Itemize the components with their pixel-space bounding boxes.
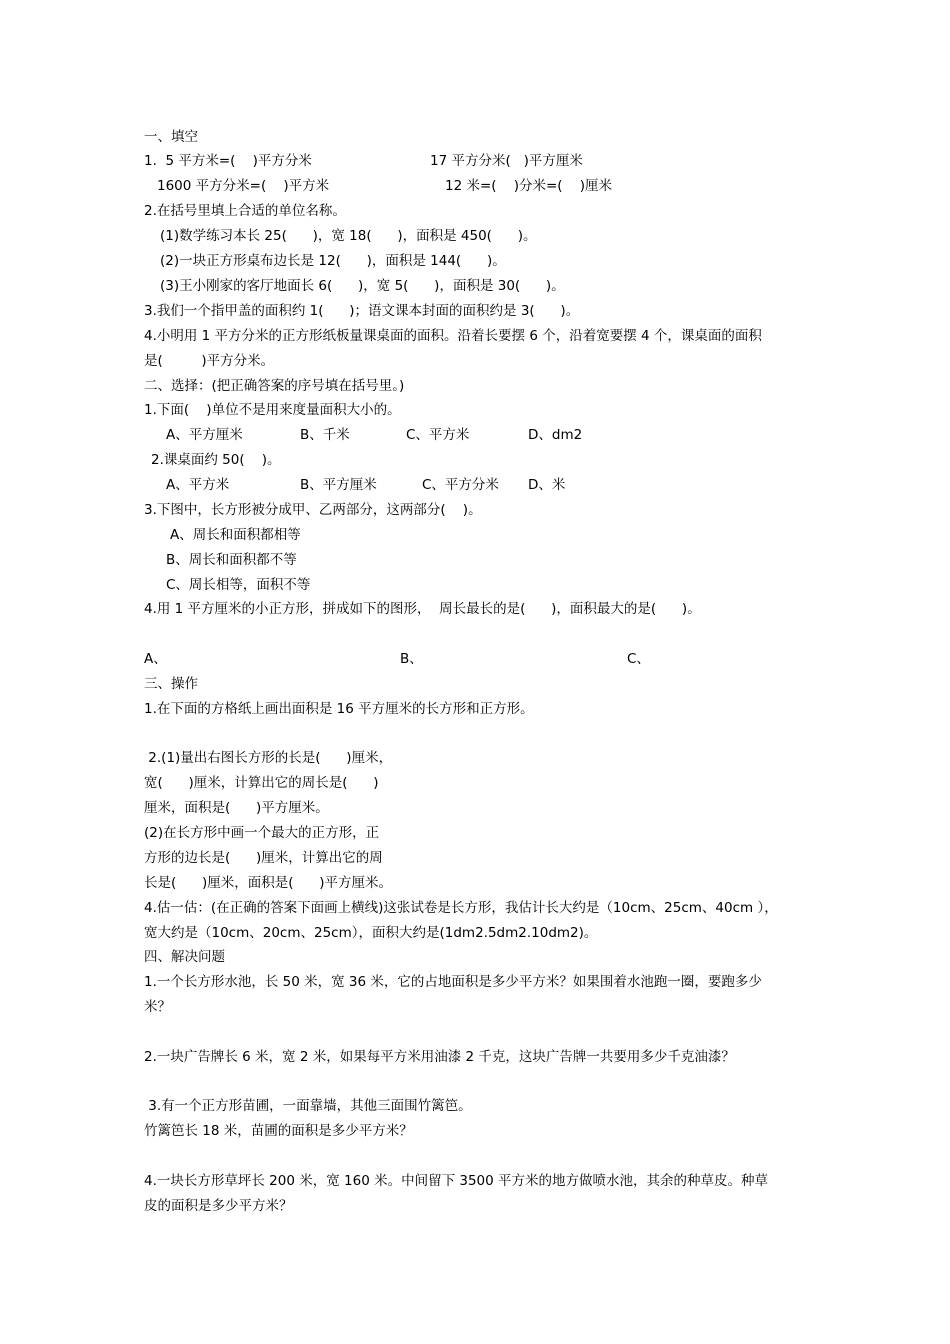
section-3-heading: 三、操作 bbox=[144, 676, 198, 692]
s3-q4-b: 宽大约是（10cm、20cm、25cm），面积大约是(1dm2.5dm2.10dm2)。 bbox=[144, 925, 598, 941]
s2-q3-opt-b: B、周长和面积都不等 bbox=[166, 552, 297, 568]
section-1-heading: 一、填空 bbox=[144, 129, 198, 145]
s1-q2-2: (2)一块正方形桌布边长是 12( )，面积是 144( )。 bbox=[160, 253, 506, 269]
s2-q3-opt-c: C、周长相等，面积不等 bbox=[166, 577, 311, 593]
s2-q2-opt-c: C、平方分米 bbox=[422, 477, 499, 493]
s2-q3-opt-a: A、周长和面积都相等 bbox=[170, 527, 301, 543]
s1-q2-3: (3)王小刚家的客厅地面长 6( )，宽 5( )，面积是 30( )。 bbox=[160, 278, 565, 294]
s1-q4-a: 4.小明用 1 平方分米的正方形纸板量课桌面的面积。沿着长要摆 6 个，沿着宽要摆 4 个，课桌面的面积 bbox=[144, 328, 762, 344]
s4-q4-b: 皮的面积是多少平方米？ bbox=[144, 1198, 293, 1214]
s1-q1-b: 17 平方分米( )平方厘米 bbox=[430, 153, 583, 169]
s1-q2: 2.在括号里填上合适的单位名称。 bbox=[144, 203, 346, 219]
s2-q2-opt-a: A、平方米 bbox=[166, 477, 230, 493]
s2-q4-opt-b: B、 bbox=[400, 651, 423, 667]
s4-q4-a: 4.一块长方形草坪长 200 米，宽 160 米。中间留下 3500 平方米的地方做喷水池，其余的种草皮。种草 bbox=[144, 1173, 769, 1189]
s3-q4-a: 4.估一估：(在正确的答案下面画上横线)这张试卷是长方形，我估计长大约是（10cm、25cm、40cm ）， bbox=[144, 900, 778, 916]
s4-q2: 2.一块广告牌长 6 米，宽 2 米，如果每平方米用油漆 2 千克，这块广告牌一共要用多少千克油漆？ bbox=[144, 1049, 735, 1065]
s2-q4: 4.用 1 平方厘米的小正方形，拼成如下的图形， 周长最长的是( )，面积最大的是( )。 bbox=[144, 601, 701, 617]
s1-q4-b: 是( )平方分米。 bbox=[144, 353, 275, 369]
s1-q2-1: (1)数学练习本长 25( )，宽 18( )，面积是 450( )。 bbox=[160, 228, 537, 244]
s2-q2-opt-d: D、米 bbox=[528, 477, 566, 493]
s3-q2-line-1: 2.(1)量出右图长方形的长是( )厘米， bbox=[144, 750, 393, 766]
section-2-heading: 二、选择：(把正确答案的序号填在括号里。) bbox=[144, 378, 405, 394]
s2-q2: 2.课桌面约 50( )。 bbox=[151, 452, 281, 468]
s3-q2-line-5: 方形的边长是( )厘米，计算出它的周 bbox=[144, 850, 383, 866]
s4-q1-b: 米？ bbox=[144, 999, 171, 1015]
s3-q2-line-2: 宽( )厘米，计算出它的周长是( ) bbox=[144, 775, 379, 791]
s3-q2-line-3: 厘米，面积是( )平方厘米。 bbox=[144, 800, 329, 816]
s3-q2-line-6: 长是( )厘米，面积是( )平方厘米。 bbox=[144, 875, 393, 891]
s2-q1-opt-a: A、平方厘米 bbox=[166, 427, 243, 443]
s1-q3: 3.我们一个指甲盖的面积约 1( )；语文课本封面的面积约是 3( )。 bbox=[144, 303, 580, 319]
s1-q1-a: 1. 5 平方米=( )平方分米 bbox=[144, 153, 312, 169]
s2-q1-opt-c: C、平方米 bbox=[406, 427, 470, 443]
s2-q4-opt-a: A、 bbox=[144, 651, 167, 667]
s4-q1-a: 1.一个长方形水池，长 50 米，宽 36 米，它的占地面积是多少平方米？如果围着水池跑一圈，要跑多少 bbox=[144, 974, 762, 990]
s3-q2-line-4: (2)在长方形中画一个最大的正方形，正 bbox=[144, 825, 380, 841]
s1-q1-c: 1600 平方分米=( )平方米 bbox=[157, 178, 330, 194]
s2-q2-opt-b: B、平方厘米 bbox=[300, 477, 377, 493]
s2-q1-opt-d: D、dm2 bbox=[528, 427, 583, 443]
s1-q1-d: 12 米=( )分米=( )厘米 bbox=[445, 178, 612, 194]
s2-q3: 3.下图中，长方形被分成甲、乙两部分，这两部分( )。 bbox=[144, 502, 482, 518]
s2-q1-opt-b: B、千米 bbox=[300, 427, 350, 443]
s3-q1: 1.在下面的方格纸上画出面积是 16 平方厘米的长方形和正方形。 bbox=[144, 701, 534, 717]
s2-q4-opt-c: C、 bbox=[627, 651, 650, 667]
s4-q3-a: 3.有一个正方形苗圃，一面靠墙，其他三面围竹篱笆。 bbox=[144, 1098, 472, 1114]
s2-q1: 1.下面( )单位不是用来度量面积大小的。 bbox=[144, 402, 401, 418]
section-4-heading: 四、解决问题 bbox=[144, 949, 225, 965]
s4-q3-b: 竹篱笆长 18 米，苗圃的面积是多少平方米？ bbox=[144, 1123, 413, 1139]
